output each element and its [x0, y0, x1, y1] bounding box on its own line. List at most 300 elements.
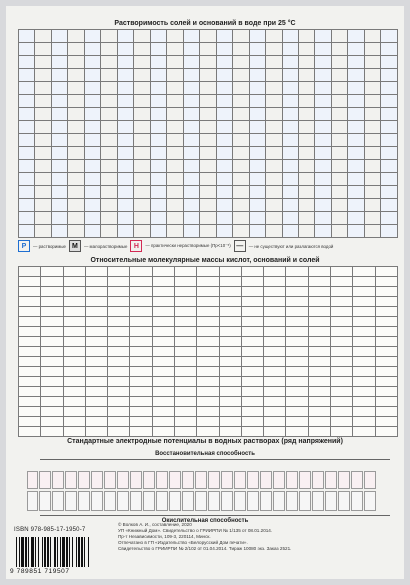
- table-cell: [381, 30, 398, 43]
- table-cell: [101, 108, 117, 121]
- table-cell: [364, 108, 380, 121]
- table-cell: [264, 397, 286, 407]
- table-cell: [315, 212, 331, 225]
- table-cell: [35, 69, 51, 82]
- table-row: [19, 212, 398, 225]
- table-cell: [216, 56, 232, 69]
- table-cell: [150, 225, 166, 238]
- table-row: [19, 287, 398, 297]
- table-cell: [117, 95, 133, 108]
- table-cell: [348, 160, 364, 173]
- series-cell: [39, 491, 51, 511]
- table-cell: [330, 427, 352, 437]
- series-cell: [286, 491, 298, 511]
- table-cell: [63, 377, 85, 387]
- table-cell: [63, 297, 85, 307]
- table-cell: [264, 307, 286, 317]
- table-cell: [63, 417, 85, 427]
- table-cell: [150, 56, 166, 69]
- table-cell: [130, 307, 152, 317]
- table-cell: [331, 199, 347, 212]
- series-cell: [312, 471, 324, 489]
- table-cell: [348, 225, 364, 238]
- table-cell: [130, 397, 152, 407]
- table-cell: [174, 277, 196, 287]
- table-cell: [101, 56, 117, 69]
- table-cell: [200, 43, 216, 56]
- table-cell: [19, 69, 35, 82]
- table-cell: [108, 337, 130, 347]
- table-cell: [216, 69, 232, 82]
- table-cell: [101, 147, 117, 160]
- series-cell: [338, 471, 350, 489]
- table-cell: [233, 160, 249, 173]
- table-cell: [315, 147, 331, 160]
- table-cell: [85, 367, 107, 377]
- table-cell: [117, 173, 133, 186]
- table-cell: [167, 212, 183, 225]
- table-cell: [152, 277, 174, 287]
- table-cell: [286, 307, 308, 317]
- table-cell: [375, 417, 398, 427]
- barcode-bar: [62, 537, 65, 567]
- series-cell: [338, 491, 350, 511]
- series-cell: [91, 471, 103, 489]
- barcode-bar: [28, 537, 29, 567]
- series-cell: [143, 471, 155, 489]
- table-cell: [264, 387, 286, 397]
- table-cell: [63, 367, 85, 377]
- table-row: [19, 327, 398, 337]
- table-cell: [41, 377, 63, 387]
- table-cell: [19, 417, 41, 427]
- series-cell: [247, 491, 259, 511]
- table-cell: [85, 297, 107, 307]
- legend-slightly-soluble-mark: M: [69, 240, 81, 252]
- table-cell: [152, 377, 174, 387]
- table-cell: [219, 427, 241, 437]
- table-cell: [282, 173, 298, 186]
- table-cell: [174, 427, 196, 437]
- table-cell: [375, 277, 398, 287]
- table-cell: [266, 147, 282, 160]
- table-cell: [183, 225, 199, 238]
- table-cell: [152, 387, 174, 397]
- series-cell: [273, 471, 285, 489]
- table-cell: [298, 212, 314, 225]
- table-cell: [108, 317, 130, 327]
- table-row: [19, 134, 398, 147]
- table-cell: [200, 173, 216, 186]
- table-cell: [308, 367, 330, 377]
- table-cell: [353, 337, 375, 347]
- table-cell: [51, 121, 67, 134]
- table-cell: [35, 147, 51, 160]
- series-cell: [325, 491, 337, 511]
- table-cell: [183, 147, 199, 160]
- table-cell: [353, 377, 375, 387]
- table-cell: [41, 297, 63, 307]
- series-cell: [52, 491, 64, 511]
- table-cell: [167, 147, 183, 160]
- table-cell: [41, 417, 63, 427]
- table-cell: [150, 69, 166, 82]
- table-cell: [375, 287, 398, 297]
- table-cell: [216, 30, 232, 43]
- table-cell: [331, 69, 347, 82]
- table-cell: [353, 427, 375, 437]
- table-cell: [150, 134, 166, 147]
- series-cell: [260, 471, 272, 489]
- table-cell: [117, 56, 133, 69]
- table-cell: [130, 407, 152, 417]
- table-cell: [108, 387, 130, 397]
- series-cell: [39, 471, 51, 489]
- table-cell: [134, 108, 150, 121]
- table-cell: [264, 377, 286, 387]
- table-cell: [315, 43, 331, 56]
- table-cell: [308, 397, 330, 407]
- table-cell: [308, 287, 330, 297]
- table-cell: [381, 173, 398, 186]
- table-cell: [41, 407, 63, 417]
- table-cell: [219, 397, 241, 407]
- table-row: [19, 173, 398, 186]
- table-cell: [167, 173, 183, 186]
- table-cell: [348, 43, 364, 56]
- imprint-line: Отпечатано в ГП «Издательство «Белорусский Дом печати».: [118, 540, 248, 545]
- table-cell: [241, 337, 263, 347]
- table-cell: [233, 134, 249, 147]
- series-cell: [234, 471, 246, 489]
- barcode-bar: [72, 537, 73, 567]
- table-cell: [63, 337, 85, 347]
- table-cell: [364, 134, 380, 147]
- table-cell: [51, 160, 67, 173]
- table-cell: [348, 173, 364, 186]
- table-row: [19, 160, 398, 173]
- table-cell: [152, 407, 174, 417]
- table-cell: [101, 95, 117, 108]
- table-cell: [233, 225, 249, 238]
- table-cell: [134, 225, 150, 238]
- table-cell: [134, 173, 150, 186]
- table-cell: [85, 327, 107, 337]
- table-cell: [101, 30, 117, 43]
- table-cell: [197, 337, 219, 347]
- table-cell: [375, 297, 398, 307]
- barcode-bar: [54, 537, 56, 567]
- table-cell: [35, 173, 51, 186]
- table-cell: [150, 186, 166, 199]
- table-cell: [286, 427, 308, 437]
- table-cell: [117, 147, 133, 160]
- table-cell: [35, 82, 51, 95]
- table-cell: [233, 199, 249, 212]
- table-cell: [266, 69, 282, 82]
- table-cell: [84, 186, 100, 199]
- table-cell: [134, 82, 150, 95]
- table-cell: [286, 387, 308, 397]
- series-cell: [104, 471, 116, 489]
- table-cell: [308, 407, 330, 417]
- table-cell: [375, 397, 398, 407]
- table-cell: [130, 377, 152, 387]
- imprint-line: © Волков А. И., составление, 2020: [118, 522, 192, 527]
- series-cell: [27, 491, 39, 511]
- table-row: [19, 108, 398, 121]
- table-cell: [41, 427, 63, 437]
- table-cell: [51, 82, 67, 95]
- table-cell: [152, 317, 174, 327]
- table-cell: [353, 307, 375, 317]
- metal-ion-row: [26, 471, 376, 489]
- table-cell: [63, 277, 85, 287]
- table-cell: [353, 277, 375, 287]
- table-cell: [266, 160, 282, 173]
- barcode-bar: [69, 537, 70, 567]
- table-cell: [233, 82, 249, 95]
- table-cell: [298, 43, 314, 56]
- table-cell: [19, 367, 41, 377]
- table-cell: [249, 225, 265, 238]
- barcode-digits: 9 789851 719507: [10, 568, 70, 575]
- series-cell: [221, 471, 233, 489]
- table-cell: [315, 69, 331, 82]
- table-cell: [101, 225, 117, 238]
- table-cell: [219, 297, 241, 307]
- table-cell: [84, 160, 100, 173]
- table-cell: [51, 95, 67, 108]
- table-cell: [298, 30, 314, 43]
- table-cell: [174, 367, 196, 377]
- table-cell: [117, 69, 133, 82]
- series-cell: [364, 471, 376, 489]
- table-cell: [101, 186, 117, 199]
- table-cell: [266, 43, 282, 56]
- table-cell: [331, 225, 347, 238]
- table-cell: [200, 82, 216, 95]
- table-row: [19, 43, 398, 56]
- table-cell: [174, 377, 196, 387]
- table-cell: [241, 377, 263, 387]
- table-cell: [308, 387, 330, 397]
- table-cell: [152, 427, 174, 437]
- table-cell: [353, 357, 375, 367]
- table-cell: [68, 56, 84, 69]
- table-cell: [308, 297, 330, 307]
- table-cell: [375, 357, 398, 367]
- table-cell: [167, 199, 183, 212]
- table-cell: [200, 108, 216, 121]
- potential-row: [26, 491, 376, 511]
- table-cell: [286, 367, 308, 377]
- table-cell: [264, 337, 286, 347]
- table-cell: [167, 30, 183, 43]
- table-cell: [233, 69, 249, 82]
- table-row: [19, 427, 398, 437]
- table-cell: [286, 347, 308, 357]
- table-cell: [197, 377, 219, 387]
- table-cell: [375, 377, 398, 387]
- table-row: [19, 121, 398, 134]
- table-cell: [331, 30, 347, 43]
- table-cell: [200, 121, 216, 134]
- table-cell: [241, 277, 263, 287]
- series-cell: [260, 491, 272, 511]
- table-cell: [117, 199, 133, 212]
- table-cell: [298, 82, 314, 95]
- table-cell: [200, 160, 216, 173]
- table-cell: [216, 43, 232, 56]
- table-cell: [19, 307, 41, 317]
- table-cell: [200, 186, 216, 199]
- solubility-title: Растворимость солей и оснований в воде при 25 °C: [114, 20, 296, 27]
- table-cell: [375, 337, 398, 347]
- table-cell: [331, 95, 347, 108]
- table-cell: [249, 147, 265, 160]
- table-cell: [134, 186, 150, 199]
- table-cell: [315, 134, 331, 147]
- table-cell: [19, 377, 41, 387]
- table-cell: [264, 267, 286, 277]
- table-cell: [68, 225, 84, 238]
- table-cell: [375, 367, 398, 377]
- table-cell: [197, 327, 219, 337]
- table-cell: [167, 56, 183, 69]
- table-cell: [167, 160, 183, 173]
- table-cell: [108, 377, 130, 387]
- table-row: [19, 199, 398, 212]
- table-cell: [286, 277, 308, 287]
- table-cell: [84, 147, 100, 160]
- table-cell: [353, 327, 375, 337]
- table-row: [19, 397, 398, 407]
- table-cell: [241, 367, 263, 377]
- table-cell: [233, 30, 249, 43]
- table-cell: [101, 160, 117, 173]
- table-cell: [84, 69, 100, 82]
- table-cell: [315, 160, 331, 173]
- table-cell: [298, 108, 314, 121]
- table-cell: [174, 287, 196, 297]
- series-cell: [273, 491, 285, 511]
- table-cell: [197, 277, 219, 287]
- table-row: [19, 277, 398, 287]
- table-cell: [282, 199, 298, 212]
- series-cell: [65, 471, 77, 489]
- table-cell: [130, 327, 152, 337]
- table-cell: [266, 30, 282, 43]
- table-cell: [264, 287, 286, 297]
- table-cell: [19, 277, 41, 287]
- table-cell: [264, 357, 286, 367]
- table-cell: [117, 43, 133, 56]
- table-cell: [35, 134, 51, 147]
- table-cell: [117, 121, 133, 134]
- table-cell: [266, 56, 282, 69]
- table-cell: [117, 30, 133, 43]
- table-cell: [241, 347, 263, 357]
- table-cell: [216, 134, 232, 147]
- table-cell: [51, 212, 67, 225]
- table-cell: [381, 186, 398, 199]
- table-cell: [84, 225, 100, 238]
- barcode-bar: [25, 537, 27, 567]
- table-cell: [200, 147, 216, 160]
- table-cell: [315, 95, 331, 108]
- table-cell: [130, 297, 152, 307]
- table-cell: [330, 417, 352, 427]
- table-cell: [117, 134, 133, 147]
- table-cell: [19, 397, 41, 407]
- table-cell: [19, 287, 41, 297]
- table-cell: [330, 267, 352, 277]
- table-cell: [219, 367, 241, 377]
- table-cell: [364, 147, 380, 160]
- table-cell: [108, 357, 130, 367]
- table-cell: [167, 108, 183, 121]
- table-cell: [330, 277, 352, 287]
- table-row: [19, 186, 398, 199]
- barcode-bar: [78, 537, 80, 567]
- table-cell: [249, 82, 265, 95]
- reference-sheet: [6, 6, 404, 579]
- table-cell: [364, 82, 380, 95]
- table-cell: [381, 199, 398, 212]
- table-cell: [233, 121, 249, 134]
- table-cell: [174, 357, 196, 367]
- table-cell: [183, 108, 199, 121]
- table-cell: [381, 95, 398, 108]
- table-cell: [249, 69, 265, 82]
- series-cell: [325, 471, 337, 489]
- table-cell: [197, 367, 219, 377]
- table-cell: [282, 56, 298, 69]
- table-cell: [130, 347, 152, 357]
- table-cell: [174, 307, 196, 317]
- table-cell: [241, 317, 263, 327]
- table-cell: [19, 347, 41, 357]
- table-cell: [41, 367, 63, 377]
- table-cell: [331, 134, 347, 147]
- barcode-bar: [19, 537, 20, 567]
- table-cell: [315, 30, 331, 43]
- table-cell: [63, 327, 85, 337]
- table-cell: [241, 387, 263, 397]
- series-cell: [351, 471, 363, 489]
- table-cell: [63, 287, 85, 297]
- table-cell: [84, 56, 100, 69]
- series-cell: [221, 491, 233, 511]
- table-cell: [35, 225, 51, 238]
- table-cell: [331, 212, 347, 225]
- table-cell: [41, 347, 63, 357]
- table-cell: [167, 186, 183, 199]
- table-cell: [167, 43, 183, 56]
- table-cell: [35, 160, 51, 173]
- table-cell: [167, 121, 183, 134]
- table-cell: [41, 387, 63, 397]
- table-cell: [41, 327, 63, 337]
- table-cell: [353, 287, 375, 297]
- table-row: [19, 307, 398, 317]
- series-cell: [65, 491, 77, 511]
- table-row: [19, 387, 398, 397]
- series-cell: [208, 471, 220, 489]
- table-cell: [381, 225, 398, 238]
- table-cell: [375, 327, 398, 337]
